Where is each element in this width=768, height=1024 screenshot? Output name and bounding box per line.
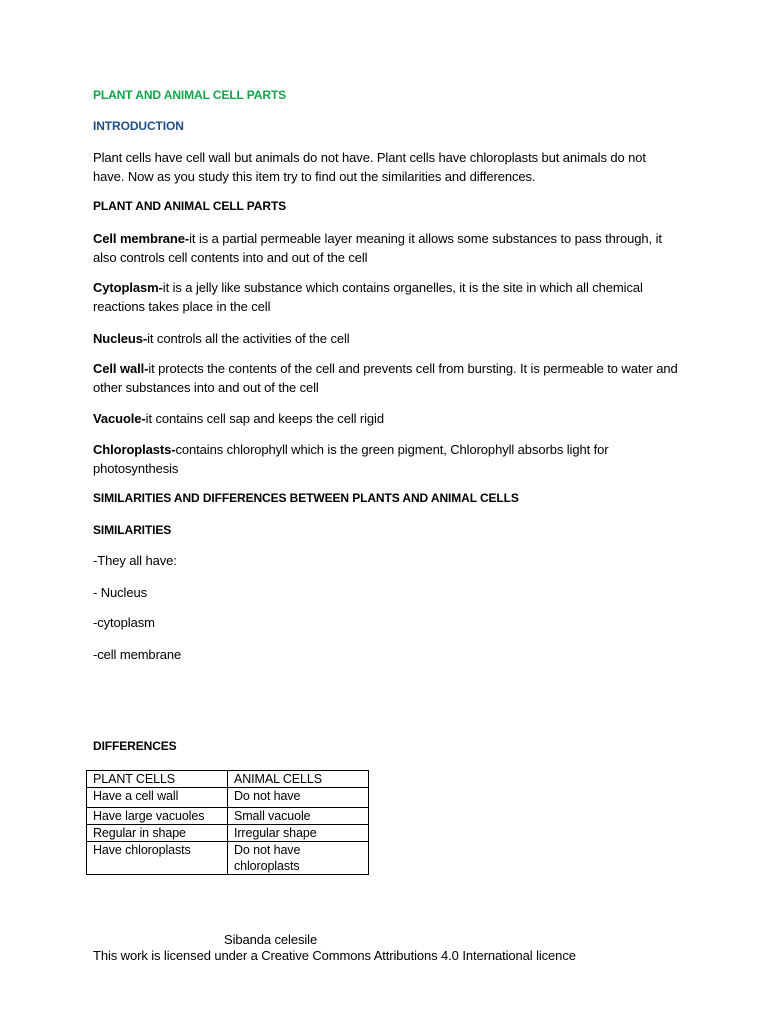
part-description: it is a jelly like substance which contains organelles, it is the site in which all chemical reactions takes place in the cell <box>93 280 643 314</box>
table-cell: Irregular shape <box>228 825 369 842</box>
license-notice: This work is licensed under a Creative Commons Attributions 4.0 International licence <box>93 948 576 963</box>
table-row <box>87 808 369 825</box>
similarity-item: - Nucleus <box>93 585 148 600</box>
part-description: it contains cell sap and keeps the cell rigid <box>145 411 384 426</box>
part-chloroplasts <box>93 440 678 478</box>
intro-heading: INTRODUCTION <box>93 119 184 133</box>
part-term: Chloroplasts- <box>93 442 176 457</box>
intro-paragraph: Plant cells have cell wall but animals do not have. Plant cells have chloroplasts but animals do not have. Now as you study this item try to find out the similarities and differences. <box>93 150 646 184</box>
part-nucleus <box>93 329 678 348</box>
similarity-item: -cell membrane <box>93 647 182 662</box>
part-description: it is a partial permeable layer meaning it allows some substances to pass through, it also controls cell contents into and out of the cell <box>93 231 662 265</box>
part-term: Cell wall- <box>93 361 149 376</box>
similarities-heading: SIMILARITIES <box>93 523 172 537</box>
part-description: it controls all the activities of the cell <box>147 331 350 346</box>
sim-diff-heading: SIMILARITIES AND DIFFERENCES BETWEEN PLANTS AND ANIMAL CELLS <box>93 491 519 505</box>
table-cell: Do not have <box>228 788 369 808</box>
differences-table <box>86 770 369 875</box>
part-term: Nucleus- <box>93 331 148 346</box>
part-term: Cytoplasm- <box>93 280 163 295</box>
part-description: contains chlorophyll which is the green pigment, Chlorophyll absorbs light for photosynthesis <box>93 442 609 476</box>
table-row <box>87 825 369 842</box>
table-cell: Have chloroplasts <box>87 842 228 875</box>
table-header-row <box>87 771 369 788</box>
parts-heading: PLANT AND ANIMAL CELL PARTS <box>93 199 287 213</box>
similarity-item: -cytoplasm <box>93 615 155 630</box>
part-term: Cell membrane- <box>93 231 190 246</box>
table-cell: Do not have chloroplasts <box>228 842 369 875</box>
table-row <box>87 788 369 808</box>
part-cell-membrane <box>93 229 678 267</box>
table-cell: Small vacuole <box>228 808 369 825</box>
differences-heading: DIFFERENCES <box>93 739 177 753</box>
table-cell: Have a cell wall <box>87 788 228 808</box>
table-row <box>87 842 369 875</box>
part-vacuole <box>93 409 678 428</box>
table-header-cell: ANIMAL CELLS <box>228 771 369 788</box>
table-cell: Have large vacuoles <box>87 808 228 825</box>
part-term: Vacuole- <box>93 411 146 426</box>
part-cell-wall <box>93 359 678 397</box>
part-cytoplasm <box>93 278 678 316</box>
part-description: it protects the contents of the cell and prevents cell from bursting. It is permeable to water and other substances into and out of the cell <box>93 361 678 395</box>
document-title: PLANT AND ANIMAL CELL PARTS <box>93 88 287 102</box>
table-cell: Regular in shape <box>87 825 228 842</box>
table-header-cell: PLANT CELLS <box>87 771 228 788</box>
similarities-intro: -They all have: <box>93 553 177 568</box>
author-name: Sibanda celesile <box>224 932 318 947</box>
